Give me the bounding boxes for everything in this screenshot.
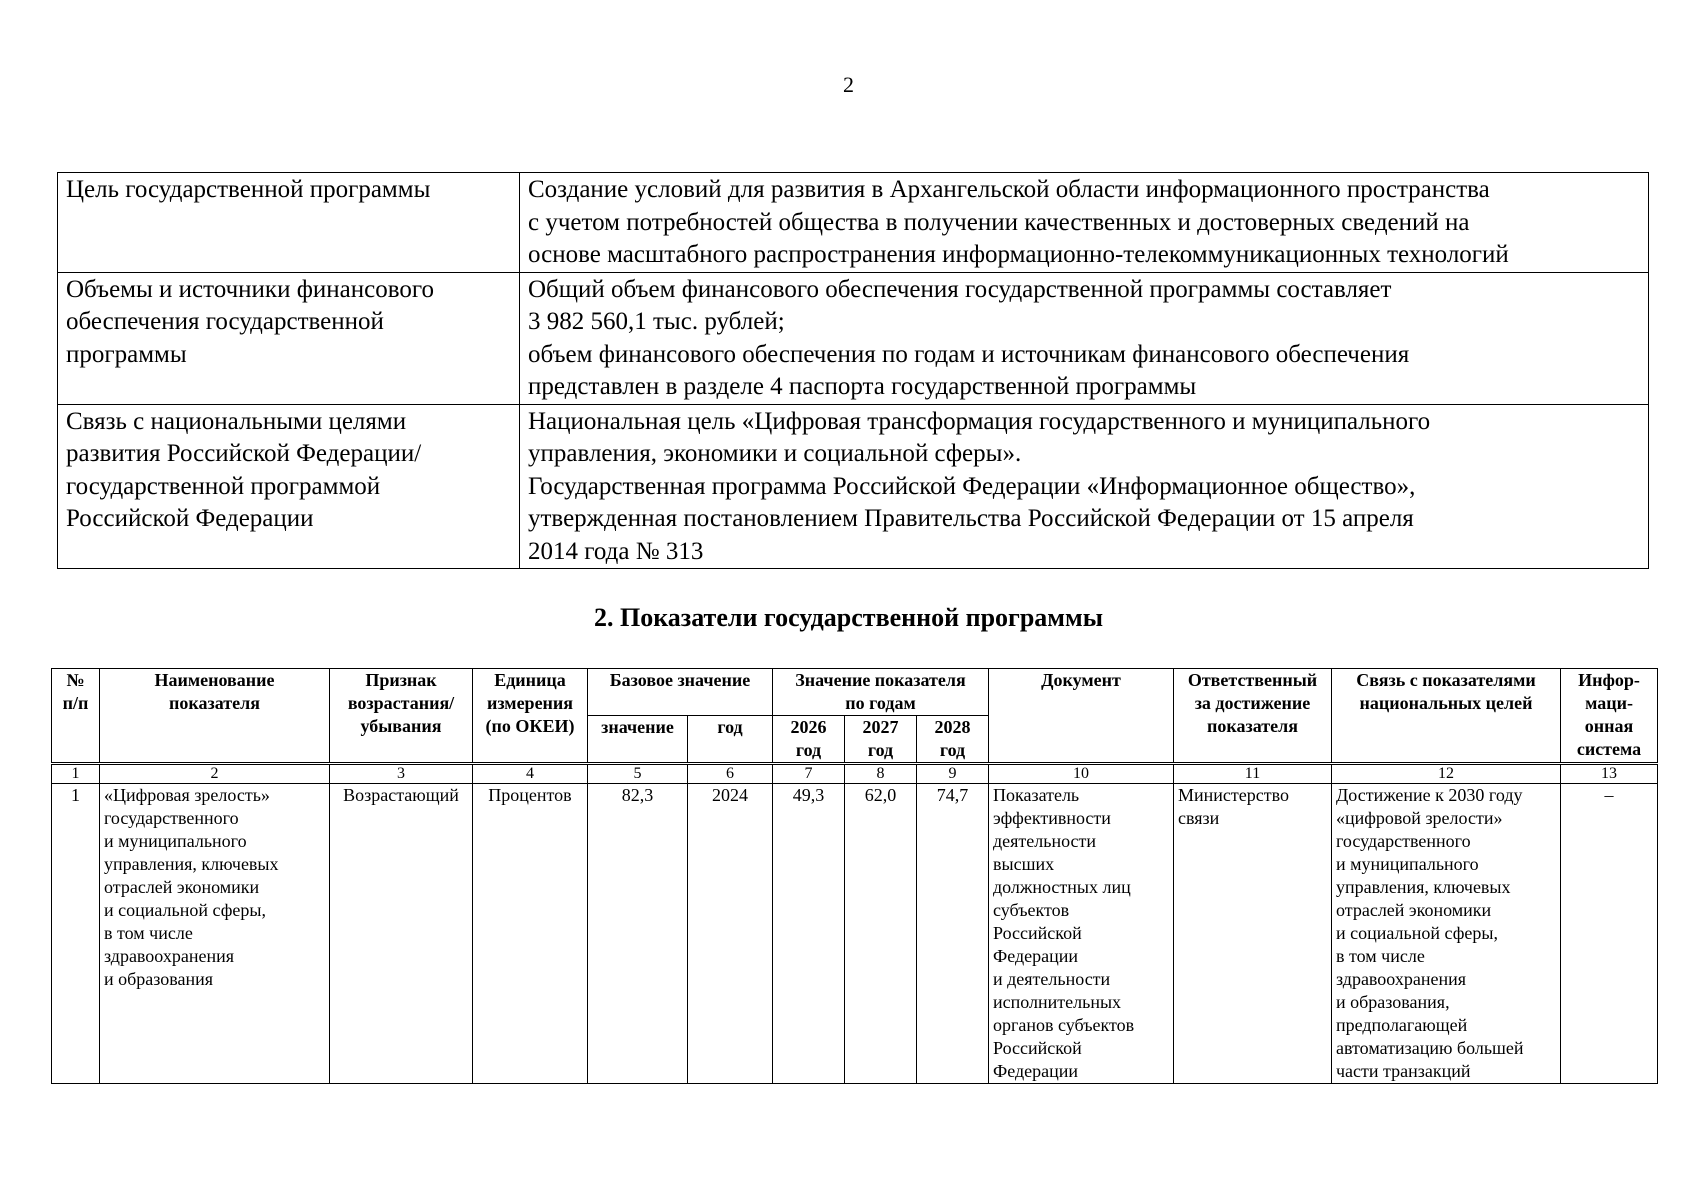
text-line: Показатель [993, 785, 1080, 805]
text-line: государственного [104, 808, 239, 828]
passport-table [57, 172, 1649, 569]
cell-link [1332, 784, 1561, 1084]
text-line: развития Российской Федерации/ [66, 440, 422, 467]
header-text: Ответственный [1187, 670, 1318, 690]
header-text: убывания [360, 716, 442, 736]
header-base-year: год [688, 716, 773, 764]
text-line: Российской Федерации [66, 505, 314, 532]
column-number: 2 [100, 764, 330, 784]
passport-value [520, 272, 1649, 404]
header-text: год [939, 740, 966, 760]
cell-sign: Возрастающий [330, 784, 473, 1084]
column-number: 9 [917, 764, 989, 784]
cell-base-year: 2024 [688, 784, 773, 1084]
text-line: предполагающей [1336, 1015, 1468, 1035]
text-line: управления, ключевых [104, 854, 279, 874]
text-line: части транзакций [1336, 1061, 1471, 1081]
text-line: Достижение к 2030 году [1336, 785, 1523, 805]
text-line: «цифровой зрелости» [1336, 808, 1503, 828]
passport-label [58, 404, 520, 569]
text-line: Федерации [993, 1061, 1079, 1081]
passport-row-goal [58, 173, 1649, 273]
column-number: 13 [1561, 764, 1658, 784]
text-line: Российской [993, 923, 1082, 943]
text-line: и муниципального [1336, 854, 1479, 874]
header-text: по годам [845, 693, 916, 713]
header-text: п/п [62, 693, 89, 713]
column-number: 8 [845, 764, 917, 784]
column-number: 4 [473, 764, 588, 784]
header-link [1332, 669, 1561, 764]
column-number-row [52, 764, 1658, 784]
text-line: и социальной сферы, [1336, 923, 1498, 943]
header-text: возрастания/ [347, 693, 455, 713]
text-line: здравоохранения [1336, 969, 1467, 989]
header-values [773, 669, 989, 716]
header-text: год [795, 740, 822, 760]
header-text: (по ОКЕИ) [485, 716, 575, 736]
column-number: 6 [688, 764, 773, 784]
text-line: Создание условий для развития в Архангельской области информационного пространства [528, 176, 1490, 203]
text-line: Национальная цель «Цифровая трансформация государственного и муниципального [528, 407, 1431, 435]
header-text: 2026 [790, 717, 827, 737]
text-line: и образования, [1336, 992, 1450, 1012]
column-number: 12 [1332, 764, 1561, 784]
cell-document [989, 784, 1174, 1084]
header-text: № [66, 670, 85, 690]
passport-row-financing [58, 272, 1649, 404]
header-text: национальных целей [1359, 693, 1533, 713]
text-line: в том числе [1336, 946, 1425, 966]
text-line: Связь с национальными целями [66, 407, 407, 435]
header-base: Базовое значение [588, 669, 773, 716]
cell-num: 1 [52, 784, 100, 1084]
cell-unit: Процентов [473, 784, 588, 1084]
header-base-value: значение [588, 716, 688, 764]
passport-value [520, 173, 1649, 273]
text-line: 2014 года № 313 [528, 537, 704, 565]
passport-label [58, 272, 520, 404]
text-line: автоматизацию большей [1336, 1038, 1524, 1058]
header-unit [473, 669, 588, 764]
header-text: 2027 [862, 717, 899, 737]
column-number: 7 [773, 764, 845, 784]
text-line: представлен в разделе 4 паспорта государственной программы [528, 373, 1197, 400]
text-line: субъектов [993, 900, 1070, 920]
column-number: 10 [989, 764, 1174, 784]
text-line: основе масштабного распространения информационно-телекоммуникационных технологий [528, 241, 1509, 268]
header-text: год [867, 740, 894, 760]
header-sign [330, 669, 473, 764]
section-title: 2. Показатели государственной программы [593, 603, 1104, 632]
header-text: онная [1584, 716, 1634, 736]
header-text: Единица [494, 670, 566, 690]
text-line: здравоохранения [104, 946, 235, 966]
indicators-table [51, 668, 1658, 1084]
cell-responsible [1174, 784, 1332, 1084]
header-text: измерения [486, 693, 574, 713]
header-2028 [917, 716, 989, 764]
header-text: за достижение [1194, 693, 1311, 713]
column-number: 3 [330, 764, 473, 784]
text-line: деятельности [993, 831, 1097, 851]
passport-label: Цель государственной программы [58, 173, 520, 273]
header-text: показателя [1207, 716, 1298, 736]
text-line: отраслей экономики [104, 877, 260, 897]
text-line: управления, экономики и социальной сферы». [528, 440, 1022, 467]
text-line: Федерации [993, 946, 1079, 966]
header-row [52, 669, 1658, 716]
text-line: в том числе [104, 923, 193, 943]
column-number: 1 [52, 764, 100, 784]
cell-2028: 74,7 [917, 784, 989, 1084]
cell-2027: 62,0 [845, 784, 917, 1084]
text-line: и образования [104, 969, 214, 989]
passport-value [520, 404, 1649, 569]
text-line: высших [993, 854, 1055, 874]
header-text: Инфор- [1578, 670, 1640, 690]
text-line: «Цифровая зрелость» [104, 785, 270, 805]
text-line: программы [66, 340, 187, 368]
text-line: утвержденная постановлением Правительства Российской Федерации от 15 апреля [528, 505, 1414, 532]
column-number: 11 [1174, 764, 1332, 784]
header-text: Признак [365, 670, 437, 690]
header-num [52, 669, 100, 764]
header-text: показателя [169, 693, 260, 713]
text-line: обеспечения государственной [66, 308, 384, 335]
text-line: и муниципального [104, 831, 247, 851]
column-number: 5 [588, 764, 688, 784]
header-text: Связь с показателями [1356, 670, 1536, 690]
text-line: Объемы и источники финансового [66, 275, 434, 303]
header-text: система [1576, 739, 1642, 759]
text-line: Общий объем финансового обеспечения государственной программы составляет [528, 275, 1392, 303]
header-2026 [773, 716, 845, 764]
page-number: 2 [843, 72, 854, 97]
cell-2026: 49,3 [773, 784, 845, 1084]
cell-name [100, 784, 330, 1084]
text-line: с учетом потребностей общества в получении качественных и достоверных сведений на [528, 208, 1470, 236]
header-info [1561, 669, 1658, 764]
header-document: Документ [989, 669, 1174, 764]
header-2027 [845, 716, 917, 764]
text-line: объем финансового обеспечения по годам и источникам финансового обеспечения [528, 340, 1410, 368]
text-line: отраслей экономики [1336, 900, 1492, 920]
text-line: Российской [993, 1038, 1082, 1058]
header-text: 2028 [934, 717, 971, 737]
text-line: государственного [1336, 831, 1471, 851]
text-line: Государственная программа Российской Федерации «Информационное общество», [528, 472, 1416, 500]
text-line: связи [1178, 808, 1220, 828]
cell-base-value: 82,3 [588, 784, 688, 1084]
text-line: Министерство [1178, 785, 1289, 805]
header-responsible [1174, 669, 1332, 764]
text-line: 3 982 560,1 тыс. рублей; [528, 308, 785, 335]
header-text: Значение показателя [795, 670, 966, 690]
text-line: государственной программой [66, 472, 381, 500]
text-line: исполнительных [993, 992, 1122, 1012]
cell-info: – [1561, 784, 1658, 1084]
text-line: и деятельности [993, 969, 1111, 989]
text-line: органов субъектов [993, 1015, 1135, 1035]
header-name [100, 669, 330, 764]
header-text: маци- [1585, 693, 1633, 713]
passport-row-national-goals [58, 404, 1649, 569]
text-line: управления, ключевых [1336, 877, 1511, 897]
text-line: должностных лиц [993, 877, 1131, 897]
header-text: Наименование [154, 670, 275, 690]
text-line: эффективности [993, 808, 1111, 828]
text-line: и социальной сферы, [104, 900, 266, 920]
table-row [52, 784, 1658, 1084]
